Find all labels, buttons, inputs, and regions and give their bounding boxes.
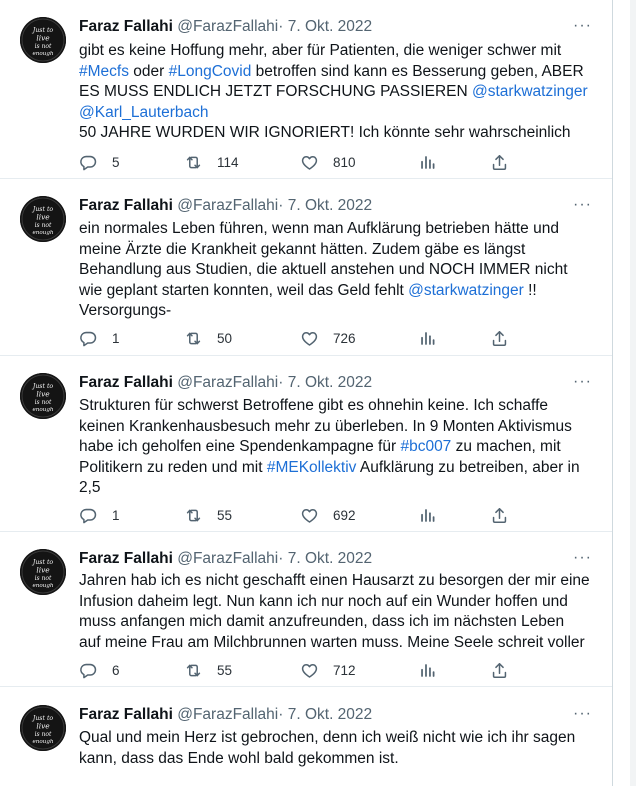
more-options-button[interactable] [573, 19, 592, 33]
retweet-count: 50 [217, 331, 233, 346]
text-span: Versorgungs- [79, 302, 172, 319]
tweet-actions [79, 153, 509, 175]
separator-dot: · [278, 550, 284, 567]
more-icon: ··· [573, 373, 592, 390]
text-span: meine Ärzte die Krankheit gekannt hätten. Zudem gäbe es längst [79, 240, 526, 258]
tweet-line [79, 260, 594, 281]
tweet-line [79, 396, 594, 417]
tweet-line [79, 612, 594, 633]
share-icon [490, 661, 509, 680]
tweet-text [79, 219, 594, 322]
more-options-button[interactable] [573, 198, 592, 212]
tweet-divider [0, 178, 612, 179]
share-button[interactable] [490, 329, 509, 348]
reply-icon [79, 329, 98, 348]
author-handle[interactable]: @FarazFallahi [177, 197, 279, 214]
tweet-date[interactable]: 7. Okt. 2022 [287, 550, 373, 567]
like-button[interactable] [300, 329, 356, 348]
reply-button[interactable] [79, 661, 120, 680]
author-name[interactable]: Faraz Fallahi [79, 550, 173, 567]
reply-button[interactable] [79, 153, 120, 172]
tweet-line [79, 458, 594, 479]
text-span: Infusion daheim legt. Nun kann ich nur noch auf ein Wunder hoffen und [79, 592, 568, 610]
reply-count: 1 [112, 331, 120, 346]
more-icon: ··· [573, 17, 592, 34]
author-name[interactable]: Faraz Fallahi [79, 374, 173, 391]
more-icon: ··· [573, 549, 592, 566]
retweet-button[interactable] [184, 661, 232, 680]
tweet-header [79, 17, 372, 37]
svg-text:is not: is not [34, 222, 52, 229]
text-span: !! [523, 281, 537, 299]
text-span: Strukturen für schwerst Betroffene gibt es ohnehin keine. Ich schaffe [79, 397, 549, 414]
retweet-count: 114 [217, 155, 239, 170]
reply-button[interactable] [79, 329, 120, 348]
text-span: ES MUSS ENDLICH JETZT FORSCHUNG PASSIEREN [79, 83, 473, 100]
author-handle[interactable]: @FarazFallahi [177, 706, 279, 723]
svg-text:live: live [36, 721, 50, 731]
svg-text:is not: is not [34, 43, 52, 50]
hashtag-link[interactable]: #bc007 [400, 438, 452, 455]
heart-icon [300, 661, 319, 680]
tweet-line [79, 633, 594, 654]
avatar[interactable] [20, 705, 66, 751]
text-span: gibt es keine Hoffung mehr, aber für Patienten, die weniger schwer mit [79, 42, 562, 59]
svg-text:live: live [36, 212, 50, 222]
retweet-icon [184, 661, 203, 680]
tweet-divider [0, 355, 612, 356]
tweet-line [79, 571, 594, 592]
like-button[interactable] [300, 506, 356, 525]
reply-count: 1 [112, 508, 120, 523]
reply-button[interactable] [79, 506, 120, 525]
svg-text:enough: enough [32, 407, 54, 413]
tweet-line [79, 728, 594, 749]
tweet-line [79, 417, 594, 438]
tweet-line [79, 437, 594, 458]
tweet-date[interactable]: 7. Okt. 2022 [287, 18, 373, 35]
author-handle[interactable]: @FarazFallahi [177, 550, 279, 567]
like-count: 712 [333, 663, 356, 678]
svg-text:live: live [36, 565, 50, 575]
text-span: 50 JAHRE WURDEN WIR IGNORIERT! Ich könnte sehr wahrscheinlich [79, 124, 571, 141]
views-icon [418, 329, 437, 348]
svg-text:enough: enough [32, 230, 54, 236]
text-span: Aufklärung zu betreiben, aber in [356, 458, 580, 476]
text-span: oder [128, 62, 169, 80]
hashtag-link[interactable]: #Mecfs [79, 62, 129, 80]
separator-dot: · [278, 706, 284, 723]
retweet-icon [184, 506, 203, 525]
like-count: 726 [333, 331, 356, 346]
share-button[interactable] [490, 506, 509, 525]
svg-text:Just to: Just to [32, 383, 54, 390]
tweet-line [79, 82, 594, 103]
author-handle[interactable]: @FarazFallahi [177, 18, 279, 35]
heart-icon [300, 329, 319, 348]
tweet-line [79, 301, 594, 322]
tweet-date[interactable]: 7. Okt. 2022 [287, 374, 373, 391]
like-button[interactable] [300, 153, 356, 172]
text-span: Politikern zu reden und mit [79, 458, 267, 476]
svg-text:Just to: Just to [32, 27, 54, 34]
reply-icon [79, 506, 98, 525]
tweet-text [79, 396, 594, 499]
tweet-line [79, 41, 594, 62]
text-span: zu machen, mit [451, 438, 561, 455]
svg-text:Just to: Just to [32, 715, 54, 722]
mention-link[interactable]: @Karl_Lauterbach [79, 103, 209, 121]
avatar[interactable] [20, 373, 66, 419]
retweet-button[interactable] [184, 329, 232, 348]
tweet-actions [79, 329, 509, 351]
tweet-divider [0, 531, 612, 532]
svg-text:live: live [36, 33, 50, 43]
tweet-actions [79, 506, 509, 528]
like-count: 810 [333, 155, 356, 170]
views-icon [418, 506, 437, 525]
views-button[interactable] [418, 153, 437, 172]
retweet-count: 55 [217, 663, 233, 678]
tweet-divider [0, 686, 612, 687]
author-name[interactable]: Faraz Fallahi [79, 197, 173, 214]
author-name[interactable]: Faraz Fallahi [79, 18, 173, 35]
svg-text:live: live [36, 389, 50, 399]
tweet-text [79, 728, 594, 769]
text-span: habe ich geholfen eine Spendenkampagne für [79, 438, 401, 455]
tweet-actions [79, 661, 509, 683]
text-span: auf meine Frau am Milchbrunnen warten muss. Meine Seele schreit voller [79, 633, 585, 651]
more-options-button[interactable] [573, 551, 592, 565]
retweet-count: 55 [217, 508, 233, 523]
like-button[interactable] [300, 661, 356, 680]
scrollbar[interactable] [630, 0, 636, 786]
tweet-line [79, 219, 594, 240]
tweet-text [79, 571, 594, 653]
views-icon [418, 153, 437, 172]
more-icon: ··· [573, 196, 592, 213]
separator-dot: · [278, 197, 284, 214]
text-span: wie geplant starten konnten, weil das Geld fehlt [79, 281, 409, 299]
views-button[interactable] [418, 506, 437, 525]
retweet-icon [184, 329, 203, 348]
retweet-icon [184, 153, 203, 172]
share-button[interactable] [490, 661, 509, 680]
reply-icon [79, 661, 98, 680]
svg-text:enough: enough [32, 583, 54, 589]
svg-text:is not: is not [34, 399, 52, 406]
tweet-line [79, 103, 594, 124]
svg-text:Just to: Just to [32, 559, 54, 566]
tweet-header [79, 705, 372, 725]
views-button[interactable] [418, 329, 437, 348]
reply-count: 6 [112, 663, 120, 678]
text-span: betroffen sind kann es Besserung geben, ABER [251, 62, 584, 80]
hashtag-link[interactable]: #MEKollektiv [266, 458, 357, 476]
avatar[interactable] [20, 17, 66, 63]
svg-text:is not: is not [34, 731, 52, 738]
avatar[interactable] [20, 196, 66, 242]
tweet-text [79, 41, 594, 144]
share-icon [490, 506, 509, 525]
svg-text:enough: enough [32, 739, 54, 745]
separator-dot: · [278, 374, 284, 391]
hashtag-link[interactable]: #LongCovid [168, 62, 252, 80]
reply-icon [79, 153, 98, 172]
views-button[interactable] [418, 661, 437, 680]
mention-link[interactable]: @starkwatzinger [408, 281, 524, 299]
text-span: keinen Krankenhausbesuch mehr zu überleben. In 9 Monten Aktivismus [79, 417, 572, 435]
heart-icon [300, 153, 319, 172]
text-span: Jahren hab ich es nicht geschafft einen Hausarzt zu besorgen der mir eine [79, 572, 590, 589]
mention-link[interactable]: @starkwatzinger [472, 83, 588, 100]
tweet-line [79, 749, 594, 770]
text-span: Behandlung aus Studien, die aktuell anstehen und NOCH IMMER nicht [79, 261, 568, 278]
tweet-header [79, 373, 372, 393]
more-options-button[interactable] [573, 707, 592, 721]
like-count: 692 [333, 508, 356, 523]
retweet-button[interactable] [184, 153, 239, 172]
separator-dot: · [278, 18, 284, 35]
tweet-header [79, 549, 372, 569]
tweet-line [79, 62, 594, 83]
avatar[interactable] [20, 549, 66, 595]
text-span: kann, dass das Ende wohl bald gekommen ist. [79, 749, 399, 767]
author-name[interactable]: Faraz Fallahi [79, 706, 173, 723]
svg-text:enough: enough [32, 51, 54, 57]
text-span: 2,5 [79, 479, 101, 496]
text-span: muss anfangen mich damit anzufreunden, dass ich im nächsten Leben [79, 613, 565, 630]
share-button[interactable] [490, 153, 509, 172]
tweet-line [79, 123, 594, 144]
heart-icon [300, 506, 319, 525]
tweet-date[interactable]: 7. Okt. 2022 [287, 197, 373, 214]
retweet-button[interactable] [184, 506, 232, 525]
tweet-line [79, 240, 594, 261]
reply-count: 5 [112, 155, 120, 170]
more-icon: ··· [573, 705, 592, 722]
text-span: Qual und mein Herz ist gebrochen, denn ich weiß nicht wie ich ihr sagen [79, 729, 576, 746]
tweet-line [79, 478, 594, 499]
more-options-button[interactable] [573, 375, 592, 389]
svg-text:Just to: Just to [32, 206, 54, 213]
text-span: ein normales Leben führen, wenn man Aufklärung betrieben hätte und [79, 220, 559, 237]
share-icon [490, 329, 509, 348]
views-icon [418, 661, 437, 680]
tweet-line [79, 281, 594, 302]
share-icon [490, 153, 509, 172]
author-handle[interactable]: @FarazFallahi [177, 374, 279, 391]
tweet-line [79, 592, 594, 613]
tweet-date[interactable]: 7. Okt. 2022 [287, 706, 373, 723]
tweet-header [79, 196, 372, 216]
svg-text:is not: is not [34, 575, 52, 582]
